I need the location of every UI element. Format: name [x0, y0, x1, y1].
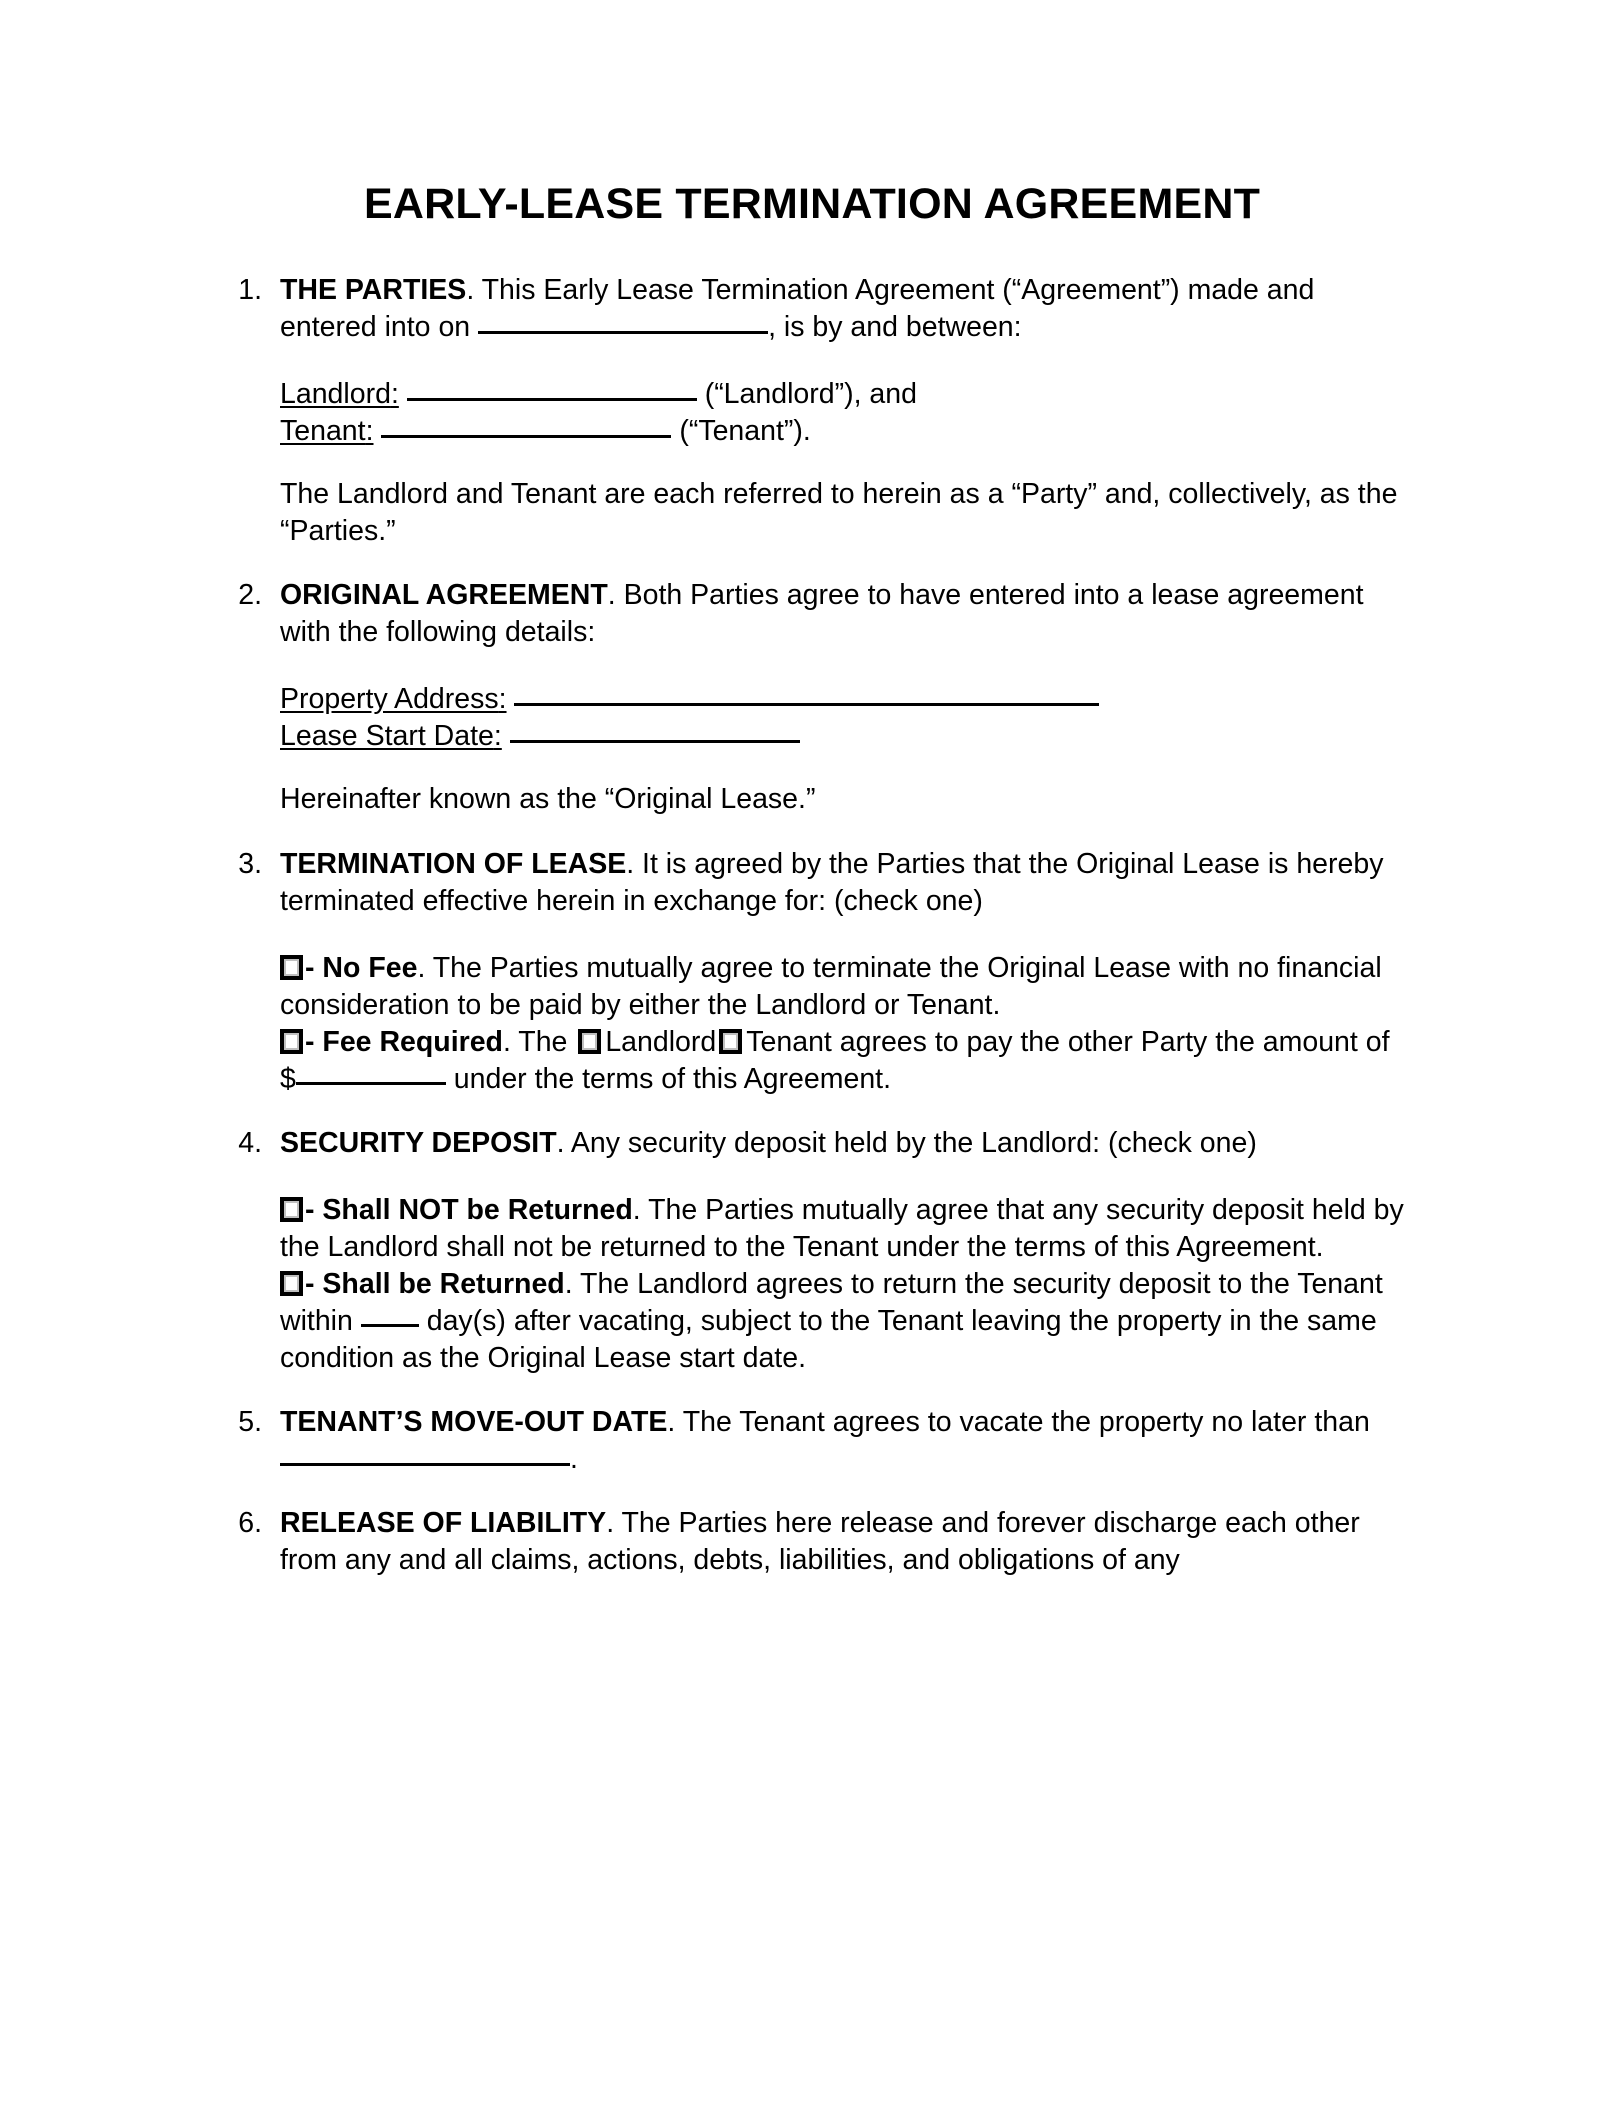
- clause-intro-text-before: . The Tenant agrees to vacate the property no later than: [667, 1406, 1370, 1439]
- page-title: EARLY-LEASE TERMINATION AGREEMENT: [363, 180, 1261, 228]
- landlord-field-suffix: (“Landlord”), and: [704, 378, 917, 411]
- clause-number: 5.: [238, 1406, 262, 1439]
- move-out-date-blank[interactable]: [280, 1463, 570, 1466]
- clause-the-parties: [222, 272, 1408, 550]
- clause-intro: [280, 1505, 1408, 1579]
- option-text: . The Parties mutually agree that any security deposit held by the Landlord shall not be returned to the Tenant under the terms of this Agreement.: [280, 1193, 1404, 1263]
- option-no-fee: [280, 950, 1408, 1024]
- option-dash: -: [305, 1267, 323, 1300]
- clause-heading: SECURITY DEPOSIT: [280, 1126, 557, 1159]
- option-shall-not-be-returned: [280, 1192, 1408, 1266]
- clause-intro-text-after: , is by and between:: [768, 311, 1022, 344]
- clause-intro: [280, 1125, 1408, 1162]
- return-days-blank[interactable]: [361, 1324, 419, 1327]
- clause-number: 3.: [238, 847, 262, 880]
- clause-heading: ORIGINAL AGREEMENT: [280, 579, 608, 612]
- clause-number: 1.: [238, 274, 262, 306]
- clause-number: 4.: [238, 1126, 262, 1159]
- clause-heading: TENANT’S MOVE-OUT DATE: [280, 1406, 668, 1439]
- clause-heading: TERMINATION OF LEASE: [280, 847, 627, 880]
- tenant-label-colon: :: [365, 415, 374, 448]
- option-dash: -: [305, 1025, 323, 1058]
- property-address-row: [280, 681, 1408, 718]
- option-text-1: . The: [502, 1025, 576, 1058]
- option-text-1: . The Landlord agrees to return the security deposit to the Tenant within: [280, 1267, 1383, 1337]
- clause-intro: [280, 846, 1408, 920]
- property-address-label: Property Address: [280, 683, 499, 716]
- lease-start-date-label: Lease Start Date: [280, 720, 494, 753]
- option-choice-tenant: Tenant: [746, 1025, 832, 1058]
- original-lease-closing-text: Hereinafter known as the “Original Lease.”: [280, 783, 816, 816]
- parties-closing-text: The Landlord and Tenant are each referred to herein as a “Party” and, collectively, as the “Parties.”: [280, 478, 1398, 548]
- property-address-blank[interactable]: [514, 703, 1099, 706]
- clause-security-deposit: [222, 1125, 1408, 1377]
- clause-move-out-date: [222, 1404, 1408, 1478]
- tenant-field-suffix: (“Tenant”).: [679, 415, 811, 448]
- option-text-3: under the terms of this Agreement.: [445, 1062, 892, 1095]
- agreement-date-blank[interactable]: [478, 331, 768, 334]
- clause-intro-text: . It is agreed by the Parties that the Original Lease is hereby terminated effective herein in exchange for: (check one): [280, 847, 1384, 917]
- tenant-field-row: [280, 413, 1408, 450]
- landlord-field-label: Landlord: [280, 378, 391, 411]
- document-body: [222, 272, 1408, 1606]
- clause-intro: [280, 1404, 1408, 1478]
- option-shall-be-returned: [280, 1266, 1408, 1377]
- lease-start-date-colon: :: [493, 720, 502, 753]
- option-text-2: day(s) after vacating, subject to the Tenant leaving the property in the same condition as the Original Lease start date.: [280, 1304, 1377, 1375]
- checkbox-shall-not-be-returned-icon[interactable]: [280, 1197, 303, 1222]
- option-text: . The Parties mutually agree to terminate the Original Lease with no financial consideration to be paid by either the Landlord or Tenant.: [280, 951, 1382, 1021]
- fee-amount-blank[interactable]: [296, 1082, 446, 1085]
- clause-number: 6.: [238, 1507, 262, 1540]
- landlord-label-colon: :: [390, 378, 399, 411]
- clause-termination-of-lease: [222, 846, 1408, 1098]
- option-label: No Fee: [322, 951, 418, 984]
- checkbox-fee-required-icon[interactable]: [280, 1029, 303, 1054]
- option-choice-landlord: Landlord: [605, 1025, 717, 1058]
- option-label: Fee Required: [322, 1025, 503, 1058]
- clause-intro-text: . The Parties here release and forever discharge each other from any and all claims, actions, debts, liabilities, and obligations of any: [280, 1507, 1360, 1577]
- landlord-field-row: [280, 376, 1408, 413]
- lease-start-date-row: [280, 718, 1408, 755]
- clause-original-agreement: [222, 577, 1408, 818]
- clause-list: [222, 272, 1408, 1579]
- clause-number: 2.: [238, 579, 262, 612]
- clause-intro-text-after: .: [570, 1443, 578, 1476]
- clause-intro: [280, 272, 1408, 346]
- checkbox-payer-landlord-icon[interactable]: [578, 1029, 601, 1054]
- landlord-name-blank[interactable]: [407, 398, 697, 401]
- clause-intro: [280, 577, 1408, 651]
- option-fee-required: [280, 1024, 1408, 1098]
- option-dash: -: [305, 1193, 323, 1226]
- property-address-colon: :: [498, 683, 507, 716]
- option-label: Shall NOT be Returned: [322, 1193, 633, 1226]
- checkbox-no-fee-icon[interactable]: [280, 955, 303, 980]
- option-text-2: agrees to pay the other Party the amount of $: [280, 1025, 1390, 1095]
- option-label: Shall be Returned: [322, 1267, 565, 1300]
- clause-intro-text: . Both Parties agree to have entered into a lease agreement with the following details:: [280, 579, 1364, 649]
- tenant-field-label: Tenant: [280, 415, 366, 448]
- clause-intro-text: . Any security deposit held by the Landlord: (check one): [556, 1126, 1257, 1159]
- checkbox-shall-be-returned-icon[interactable]: [280, 1271, 303, 1296]
- checkbox-payer-tenant-icon[interactable]: [719, 1029, 742, 1054]
- tenant-name-blank[interactable]: [381, 435, 671, 438]
- clause-heading: RELEASE OF LIABILITY: [280, 1507, 607, 1540]
- clause-heading: THE PARTIES: [280, 274, 467, 306]
- clause-release-of-liability: [222, 1505, 1408, 1579]
- clause-intro-text-before: . This Early Lease Termination Agreement (“Agreement”) made and entered into on: [280, 274, 1315, 344]
- option-dash: -: [305, 951, 323, 984]
- lease-start-date-blank[interactable]: [510, 740, 800, 743]
